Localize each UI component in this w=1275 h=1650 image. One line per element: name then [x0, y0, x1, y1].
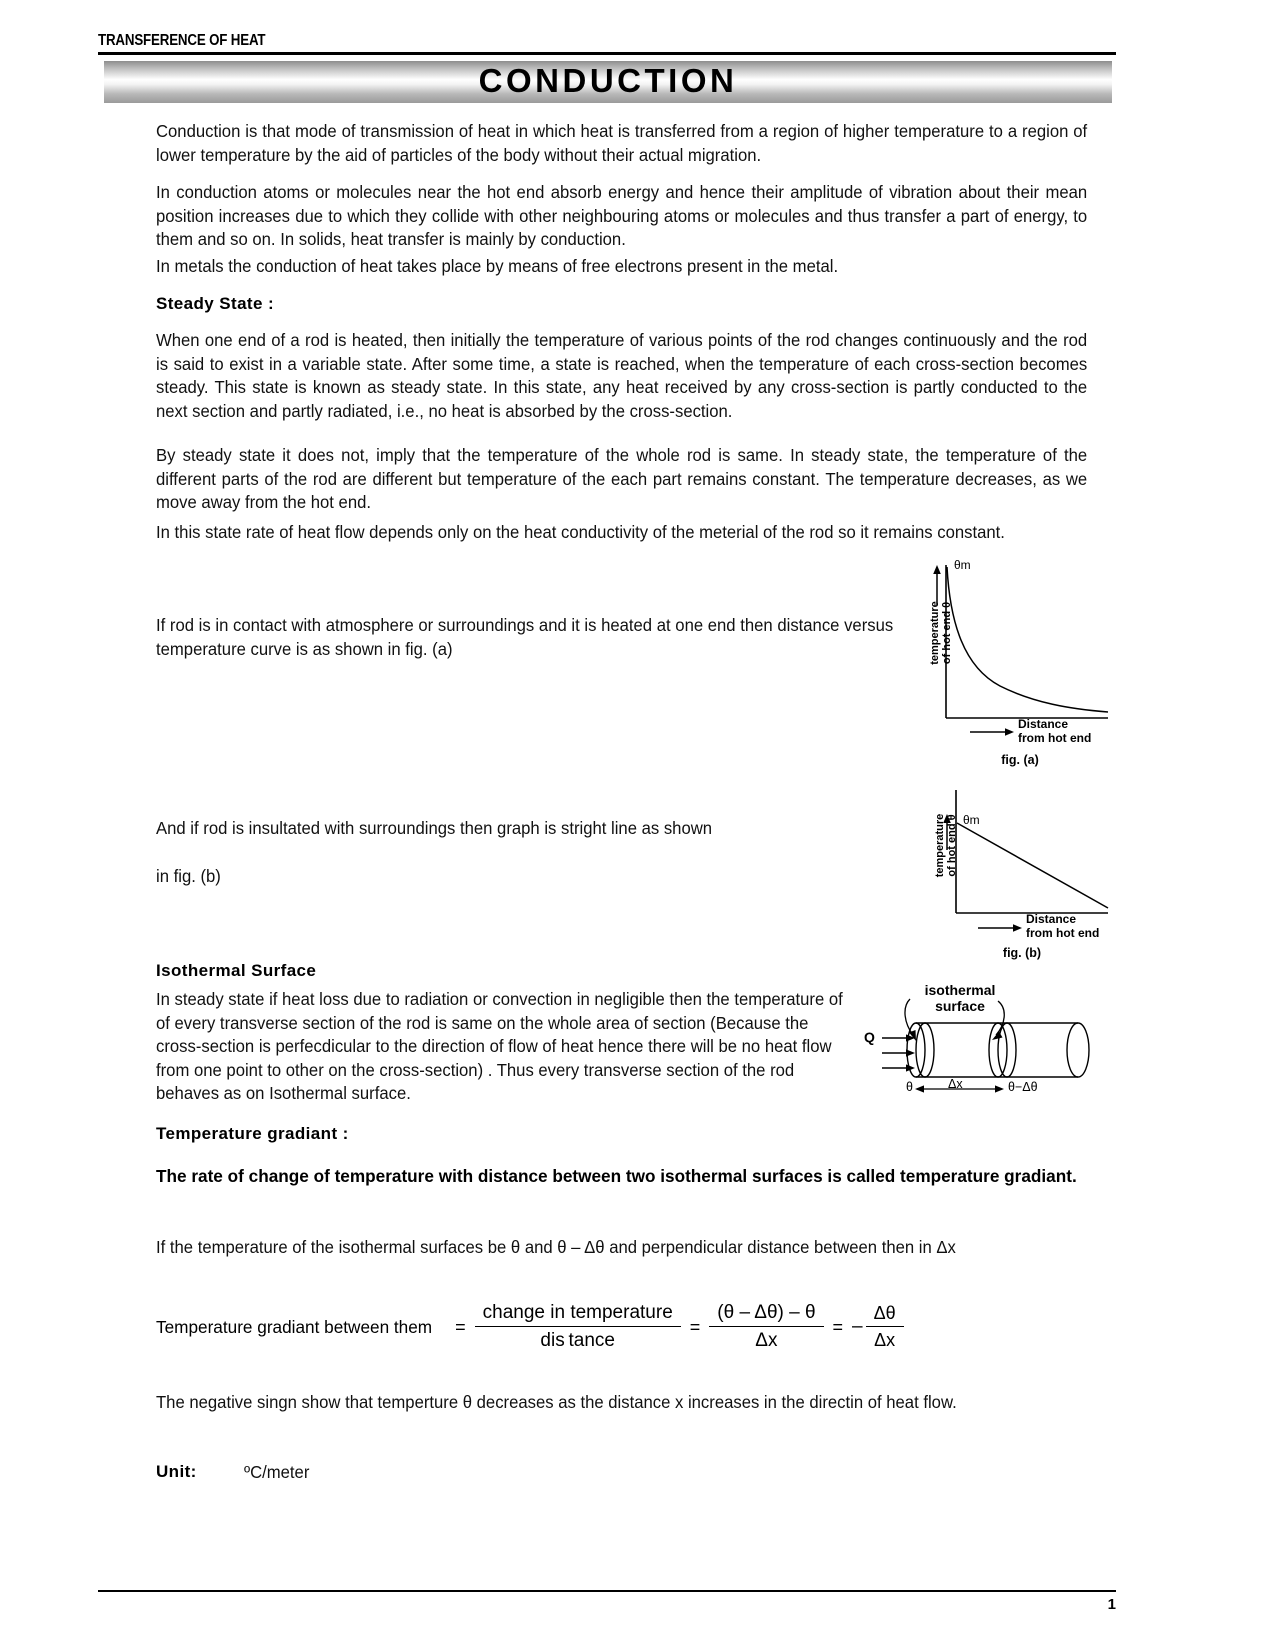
isothermal-label-line1: isothermal — [924, 982, 996, 998]
fraction-1-denominator: dis tance — [475, 1326, 681, 1352]
paragraph-fig-b-description: And if rod is insultated with surroundings then graph is stright line as shown — [156, 818, 713, 838]
paragraph-fig-a-description: If rod is in contact with atmosphere or surroundings and it is heated at one end then distance versus temperature curve is as shown in fig. (a) — [156, 615, 894, 659]
figure-b-x-label-line2: from hot end — [1026, 925, 1100, 940]
fraction-2-numerator: (θ – Δθ) – θ — [717, 1302, 816, 1323]
figure-b-x-axis-label — [1026, 913, 1099, 940]
figure-a-x-label-line2: from hot end — [1018, 730, 1092, 745]
paragraph-steady-state-2: By steady state it does not, imply that the temperature of the whole rod is same. In steady state, the temperature of the different parts of the rod are different but temperature of the each part remains constant. The temperature decreases, as we move away from the hot end. — [156, 445, 1088, 512]
figure-a-x-label-line1: Distance — [1018, 717, 1069, 731]
isothermal-surface-label — [904, 982, 1016, 1014]
figure-a — [929, 558, 1110, 767]
unit-label: Unit: — [156, 1462, 197, 1481]
figure-b-peak-label: θm — [963, 813, 980, 827]
paragraph-isothermal-surface: In steady state if heat loss due to radiation or convection in negligible then the temperature of of every transverse section of the rod is same on the whole area of section (Because the cross-section is perfecdicular to the direction of flow of heat hence there will be no heat flow from one point to other on the cross-section) . Thus every transverse section of the rod behaves as on Isothermal surface. — [156, 989, 843, 1103]
figure-b-y-label-line1: temperature — [934, 813, 946, 878]
figure-a-caption: fig. (a) — [1001, 753, 1039, 767]
paragraph-isothermal-temperatures: If the temperature of the isothermal surfaces be θ and θ – Δθ and perpendicular distance between then in Δx — [156, 1237, 956, 1257]
heat-flow-q-label: Q — [864, 1029, 875, 1045]
isothermal-label-line2: surface — [935, 998, 985, 1014]
fraction-delta-theta-over-delta-x — [866, 1303, 904, 1351]
delta-x-label: Δx — [948, 1077, 963, 1091]
running-head: TRANSFERENCE OF HEAT — [98, 32, 266, 49]
equation-equals-3: = — [832, 1316, 844, 1337]
figure-b-y-label-line2: of hot end θ — [946, 814, 958, 877]
paragraph-gradiant-definition: The rate of change of temperature with distance between two isothermal surfaces is called temperature gradiant. — [156, 1166, 1077, 1186]
footer-rule — [98, 1590, 1116, 1592]
figure-a-y-label-line1: temperature — [929, 601, 941, 665]
paragraph-negative-sign: The negative singn show that temperture θ decreases as the distance x increases in the directin of heat flow. — [156, 1392, 957, 1412]
equation-minus-sign: – — [852, 1316, 863, 1337]
unit-value: ºC/meter — [244, 1462, 310, 1482]
figure-a-y-axis-label — [929, 578, 953, 688]
fraction-3-denominator: Δx — [866, 1326, 904, 1351]
fraction-theta-difference — [709, 1302, 823, 1352]
paragraph-steady-state-1: When one end of a rod is heated, then initially the temperature of various points of the rod changes continuously and the rod is said to exist in a variable state. After some time, a state is reached, when the temperature of each cross-section becomes steady. This state is known as steady state. In this state, any heat received by any cross-section is partly conducted to the next section and partly radiated, i.e., no heat is absorbed by the cross-section. — [156, 330, 1088, 421]
figure-isothermal-cylinder — [864, 982, 1102, 1095]
left-temperature-label: θ — [906, 1080, 913, 1094]
header-rule — [98, 52, 1116, 55]
figure-a-y-label-line2: of hot end θ — [941, 601, 953, 665]
fraction-change-over-distance — [475, 1302, 681, 1352]
paragraph-rate-of-heat-flow: In this state rate of heat flow depends only on the heat conductivity of the meterial of the rod so it remains constant. — [156, 522, 1005, 542]
heading-temperature-gradiant: Temperature gradiant : — [156, 1124, 349, 1143]
figure-b-y-axis-label — [934, 793, 958, 898]
equation-equals-2: = — [689, 1316, 701, 1337]
page-title: CONDUCTION — [478, 62, 738, 100]
figure-a-peak-label: θm — [954, 558, 971, 572]
heading-isothermal-surface: Isothermal Surface — [156, 961, 317, 980]
paragraph-fig-b-reference: in fig. (b) — [156, 866, 221, 886]
paragraph-conduction-atoms: In conduction atoms or molecules near the hot end absorb energy and hence their amplitude of vibration about their mean position increases due to which they collide with other neighbouring atoms or molecules and thus transfer a part of energy, to them and so on. In solids, heat transfer is mainly by conduction. — [156, 182, 1088, 249]
equation-equals-1: = — [455, 1316, 466, 1337]
equation-lead-text: Temperature gradiant between them — [156, 1316, 433, 1337]
page-number: 1 — [1107, 1596, 1116, 1613]
temperature-gradiant-equation — [156, 1302, 904, 1352]
title-banner — [104, 61, 1112, 103]
fraction-2-denominator: Δx — [709, 1326, 823, 1352]
figure-b-caption: fig. (b) — [1002, 946, 1042, 960]
figure-a-x-axis-label — [1018, 718, 1091, 745]
right-temperature-label: θ−Δθ — [1008, 1080, 1038, 1094]
heading-steady-state: Steady State : — [156, 294, 275, 313]
fraction-1-numerator: change in temperature — [482, 1302, 673, 1323]
paragraph-metals: In metals the conduction of heat takes place by means of free electrons present in the metal. — [156, 256, 839, 276]
paragraph-intro: Conduction is that mode of transmission of heat in which heat is transferred from a region of higher temperature to a region of lower temperature by the aid of particles of the body without their actual migration. — [156, 121, 1088, 165]
fraction-3-numerator: Δθ — [873, 1303, 896, 1323]
figure-b-x-label-line1: Distance — [1026, 912, 1077, 926]
figure-b — [930, 788, 1110, 958]
